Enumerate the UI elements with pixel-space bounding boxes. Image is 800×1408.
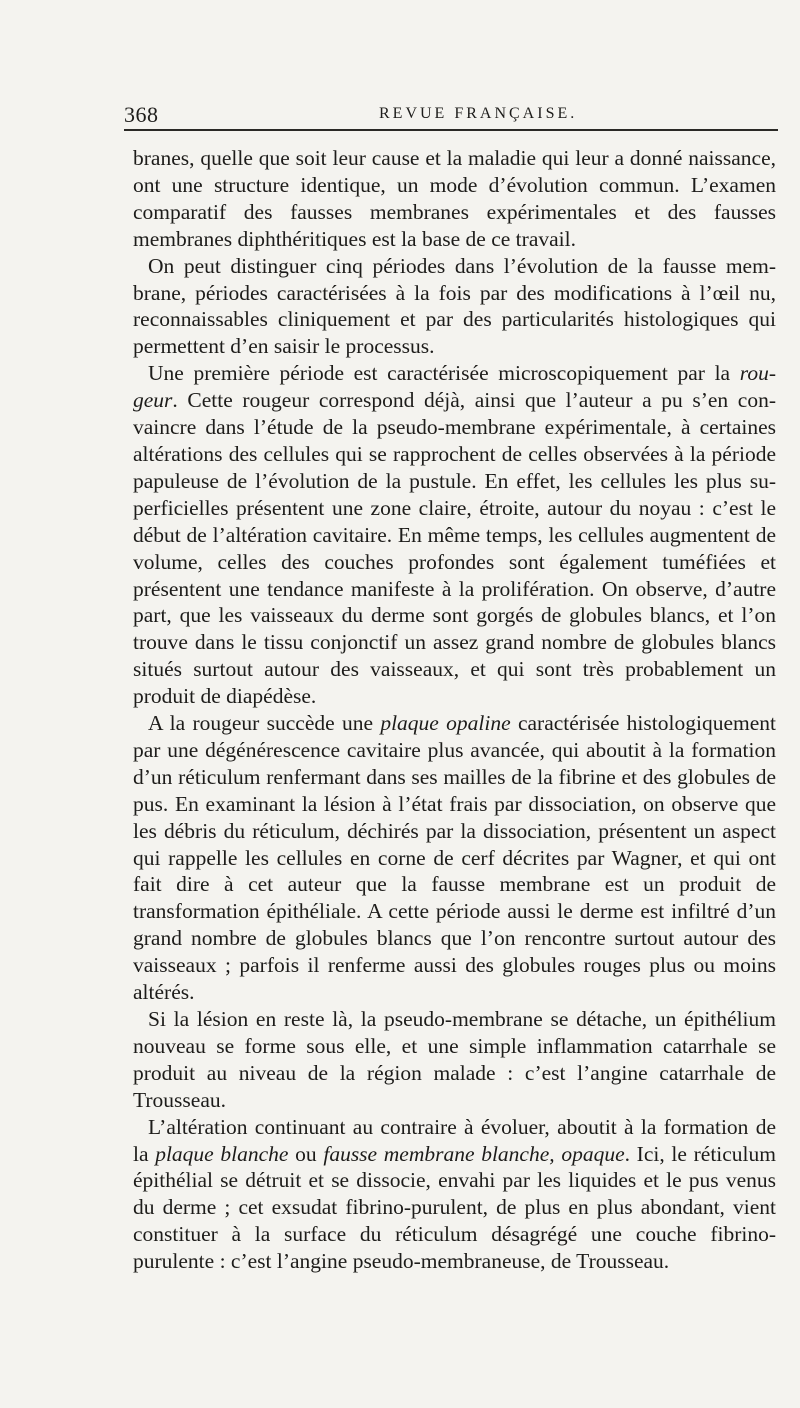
paragraph-2: On peut distinguer cinq périodes dans l’évolution de la fausse membrane, périodes caractérisées à la fois par des modifications à l’œil nu, reconnaissables cliniquement et par des particularités histologiques qui permettent d’en saisir le processus. (133, 253, 776, 359)
italic-term: plaque opaline (380, 711, 511, 736)
running-head: REVUE FRANÇAISE. (379, 105, 578, 122)
paragraph-1: branes, quelle que soit leur cause et la maladie qui leur a donné naissance, ont une structure identique, un mode d’évolution commun. L’examen comparatif des fausses membranes expérimentales et des fausses membranes diphthéritiques est la base de ce travail. (133, 146, 776, 251)
page-header (124, 94, 778, 130)
body-text (133, 145, 776, 1275)
italic-term: plaque blanche (155, 1141, 289, 1166)
italic-term: rougeur (133, 361, 776, 413)
paragraph-3: Une première période est caractérisée microscopiquement par la rougeur. Cette rougeur correspond déjà, ainsi que l’auteur a pu s’en convaincre dans l’étude de la pseudo-membrane expérimentale, à certaines altérations des cellules qui se rapprochent de celles observées à la période papuleuse de l’évolution de la pustule. En effet, les cellules les plus superficielles présentent une zone claire, étroite, autour du noyau : c’est le début de l’altération cavitaire. En même temps, les cellules augmentent de volume, celles des couches profondes sont également tuméfiées et présentent une tendance manifeste à la prolifération. On observe, d’autre part, que les vaisseaux du derme sont gorgés de globules blancs, et l’on trouve dans le tissu conjonctif un assez grand nombre de globules blancs situés surtout autour des vaisseaux, et qui sont très probablement un produit de diapédèse. (133, 361, 776, 709)
page-number: 368 (124, 102, 159, 127)
italic-term: fausse membrane blanche, opaque (323, 1141, 625, 1166)
paragraph-5: Si la lésion en reste là, la pseudo-membrane se détache, un épithélium nouveau se forme sous elle, et une simple inflammation catarrhale se produit au niveau de la région malade : c’est l’angine catarrhale de Trousseau. (133, 1007, 776, 1112)
paragraph-4: A la rougeur succède une plaque opaline caractérisée histologiquement par une dégénérescence cavitaire plus avancée, qui aboutit à la formation d’un réticulum renfermant dans ses mailles de la fibrine et des globules de pus. En examinant la lésion à l’état frais par dissociation, on observe que les débris du réticulum, déchirés par la dissociation, présentent un aspect qui rappelle les cellules en corne de cerf décrites par Wagner, et qui ont fait dire à cet auteur que la fausse membrane est un produit de transformation épithéliale. A cette période aussi le derme est infiltré d’un grand nombre de globules blancs que l’on rencontre surtout autour des vaisseaux ; parfois il renferme aussi des globules rouges plus ou moins altérés. (133, 711, 776, 1005)
header-rule (124, 129, 778, 131)
paragraph-6: L’altération continuant au contraire à évoluer, aboutit à la formation de la plaque blanche ou fausse membrane blanche, opaque. Ici, le réticulum épithélial se détruit et se dissocie, envahi par les liquides et le pus venus du derme ; cet exsudat fibrino-purulent, de plus en plus abondant, vient constituer à la surface du réticulum désagrégé une couche fibrino-purulente : c’est l’angine pseudo-membraneuse, de Trousseau. (133, 1114, 776, 1274)
